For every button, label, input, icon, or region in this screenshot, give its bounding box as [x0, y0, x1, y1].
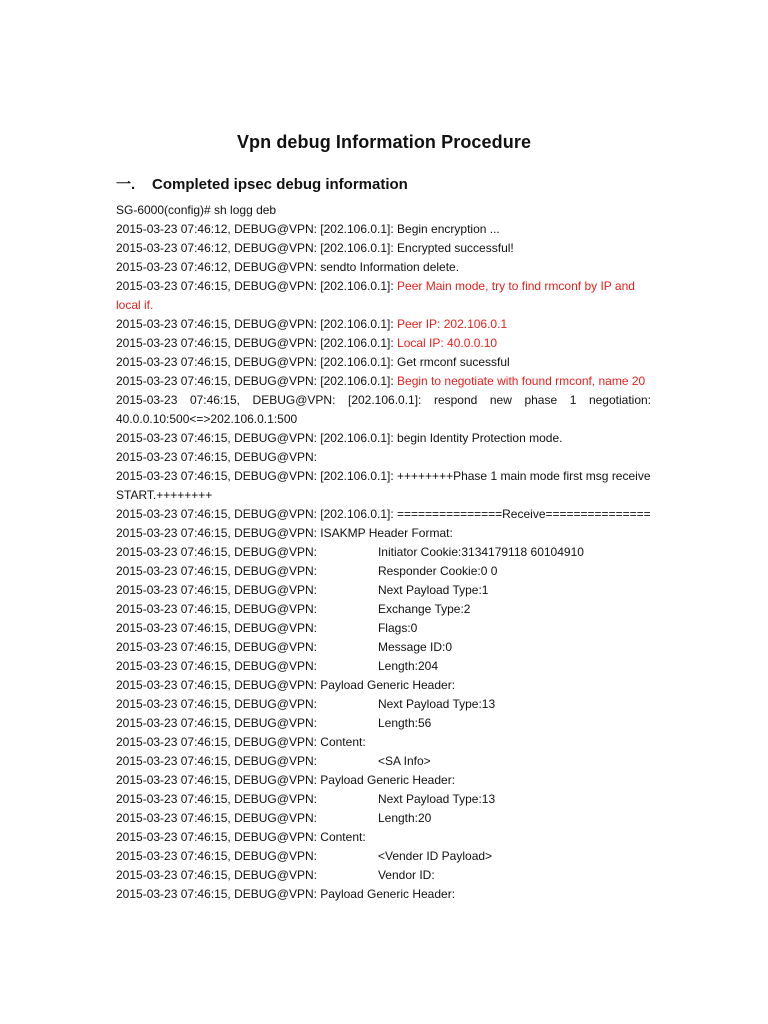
log-line-text: 2015-03-23 07:46:15, DEBUG@VPN:	[116, 811, 317, 825]
log-line	[116, 771, 651, 790]
log-line-text: 2015-03-23 07:46:15, DEBUG@VPN:	[116, 716, 317, 730]
log-line	[116, 638, 651, 657]
log-line	[116, 448, 651, 467]
log-line-text: 2015-03-23 07:46:15, DEBUG@VPN:	[116, 450, 317, 464]
log-field-value: Initiator Cookie:3134179118 60104910	[377, 545, 584, 559]
log-line-text: 2015-03-23 07:46:15, DEBUG@VPN:	[116, 659, 317, 673]
log-line-text: 2015-03-23 07:46:15, DEBUG@VPN:	[116, 640, 317, 654]
log-line	[116, 676, 651, 695]
log-line-text: 2015-03-23 07:46:15, DEBUG@VPN:	[116, 602, 317, 616]
log-field-value: Flags:0	[377, 621, 418, 635]
log-line	[116, 600, 651, 619]
log-field-value: Vendor ID:	[377, 868, 435, 882]
log-line-text: SG-6000(config)# sh logg deb	[116, 203, 277, 217]
log-line-text: 2015-03-23 07:46:15, DEBUG@VPN: [202.106.0.1]: ++++++++Phase 1 main mode first msg receive START.++++++++	[116, 469, 651, 502]
log-field-value: Length:204	[377, 659, 439, 673]
log-line	[116, 733, 651, 752]
log-field-value: Next Payload Type:13	[377, 697, 496, 711]
log-line-text: 2015-03-23 07:46:15, DEBUG@VPN: [202.106.0.1]:	[116, 374, 398, 388]
log-highlight: Begin to negotiate with found rmconf, name 20	[397, 374, 646, 388]
log-field-value: Exchange Type:2	[377, 602, 471, 616]
log-line	[116, 258, 651, 277]
log-line-text: 2015-03-23 07:46:15, DEBUG@VPN:	[116, 754, 317, 768]
log-line	[116, 429, 651, 448]
log-line-text: 2015-03-23 07:46:15, DEBUG@VPN: Payload Generic Header:	[116, 678, 456, 692]
log-line	[116, 391, 651, 429]
log-line-text: 2015-03-23 07:46:15, DEBUG@VPN:	[116, 564, 317, 578]
log-line-text: 2015-03-23 07:46:15, DEBUG@VPN:	[116, 621, 317, 635]
log-field-value: Message ID:0	[377, 640, 453, 654]
log-line-text: 2015-03-23 07:46:15, DEBUG@VPN: [202.106.0.1]:	[116, 279, 398, 293]
log-line	[116, 752, 651, 771]
log-line	[116, 524, 651, 543]
log-line	[116, 847, 651, 866]
log-line-text: 2015-03-23 07:46:15, DEBUG@VPN: [202.106.0.1]: respond new phase 1 negotiation: 40.0.0.10:500<=>202.106.0.1:500	[116, 393, 651, 426]
log-line-text: 2015-03-23 07:46:15, DEBUG@VPN:	[116, 697, 317, 711]
log-field-value: Length:56	[377, 716, 432, 730]
log-line	[116, 619, 651, 638]
log-line-text: 2015-03-23 07:46:15, DEBUG@VPN:	[116, 545, 317, 559]
log-line-text: 2015-03-23 07:46:15, DEBUG@VPN:	[116, 792, 317, 806]
log-line-text: 2015-03-23 07:46:15, DEBUG@VPN: [202.106.0.1]:	[116, 336, 398, 350]
log-line	[116, 315, 651, 334]
log-line-text: 2015-03-23 07:46:15, DEBUG@VPN:	[116, 583, 317, 597]
log-line-text: 2015-03-23 07:46:15, DEBUG@VPN: ISAKMP Header Format:	[116, 526, 453, 540]
log-line-text: 2015-03-23 07:46:15, DEBUG@VPN: Content:	[116, 735, 366, 749]
document-title: Vpn debug Information Procedure	[236, 132, 532, 152]
log-line	[116, 581, 651, 600]
log-line	[116, 334, 651, 353]
log-line-text: 2015-03-23 07:46:12, DEBUG@VPN: [202.106.0.1]: Begin encryption ...	[116, 222, 500, 236]
log-line	[116, 543, 651, 562]
log-line	[116, 220, 651, 239]
log-field-value: Length:20	[377, 811, 432, 825]
log-line-text: 2015-03-23 07:46:15, DEBUG@VPN: [202.106.0.1]:	[116, 317, 398, 331]
log-line-text: 2015-03-23 07:46:15, DEBUG@VPN:	[116, 849, 317, 863]
section-heading-text: Completed ipsec debug information	[152, 176, 408, 193]
log-line	[116, 828, 651, 847]
log-line-text: 2015-03-23 07:46:15, DEBUG@VPN: Content:	[116, 830, 366, 844]
log-line-text: 2015-03-23 07:46:15, DEBUG@VPN: [202.106.0.1]: Get rmconf sucessful	[116, 355, 510, 369]
section-heading	[116, 173, 408, 194]
log-highlight: Peer Main mode, try to find rmconf by IP and local if.	[116, 279, 635, 312]
log-line-text: 2015-03-23 07:46:15, DEBUG@VPN: Payload Generic Header:	[116, 773, 456, 787]
log-line	[116, 714, 651, 733]
log-line	[116, 505, 651, 524]
log-line	[116, 809, 651, 828]
log-line	[116, 277, 651, 315]
log-field-value: Responder Cookie:0 0	[377, 564, 498, 578]
log-line	[116, 657, 651, 676]
log-line-text: 2015-03-23 07:46:15, DEBUG@VPN: Payload Generic Header:	[116, 887, 456, 901]
log-line-text: 2015-03-23 07:46:15, DEBUG@VPN:	[116, 868, 317, 882]
debug-log	[116, 201, 651, 904]
log-line-text: 2015-03-23 07:46:15, DEBUG@VPN: [202.106.0.1]: begin Identity Protection mode.	[116, 431, 563, 445]
log-line	[116, 885, 651, 904]
log-line	[116, 467, 651, 505]
log-field-value: Next Payload Type:1	[377, 583, 489, 597]
log-line	[116, 201, 651, 220]
log-line-text: 2015-03-23 07:46:15, DEBUG@VPN: [202.106.0.1]: ===============Receive===============	[116, 507, 651, 521]
log-line	[116, 239, 651, 258]
log-line	[116, 562, 651, 581]
log-field-value: Next Payload Type:13	[377, 792, 496, 806]
log-line	[116, 372, 651, 391]
section-number: 一.	[116, 176, 136, 193]
log-line	[116, 353, 651, 372]
log-field-value: <Vender ID Payload>	[377, 849, 493, 863]
log-highlight: Local IP: 40.0.0.10	[397, 336, 498, 350]
log-line	[116, 866, 651, 885]
log-line	[116, 695, 651, 714]
log-line-text: 2015-03-23 07:46:12, DEBUG@VPN: sendto Information delete.	[116, 260, 460, 274]
log-field-value: <SA Info>	[377, 754, 431, 768]
log-line	[116, 790, 651, 809]
log-line-text: 2015-03-23 07:46:12, DEBUG@VPN: [202.106.0.1]: Encrypted successful!	[116, 241, 514, 255]
log-highlight: Peer IP: 202.106.0.1	[397, 317, 508, 331]
